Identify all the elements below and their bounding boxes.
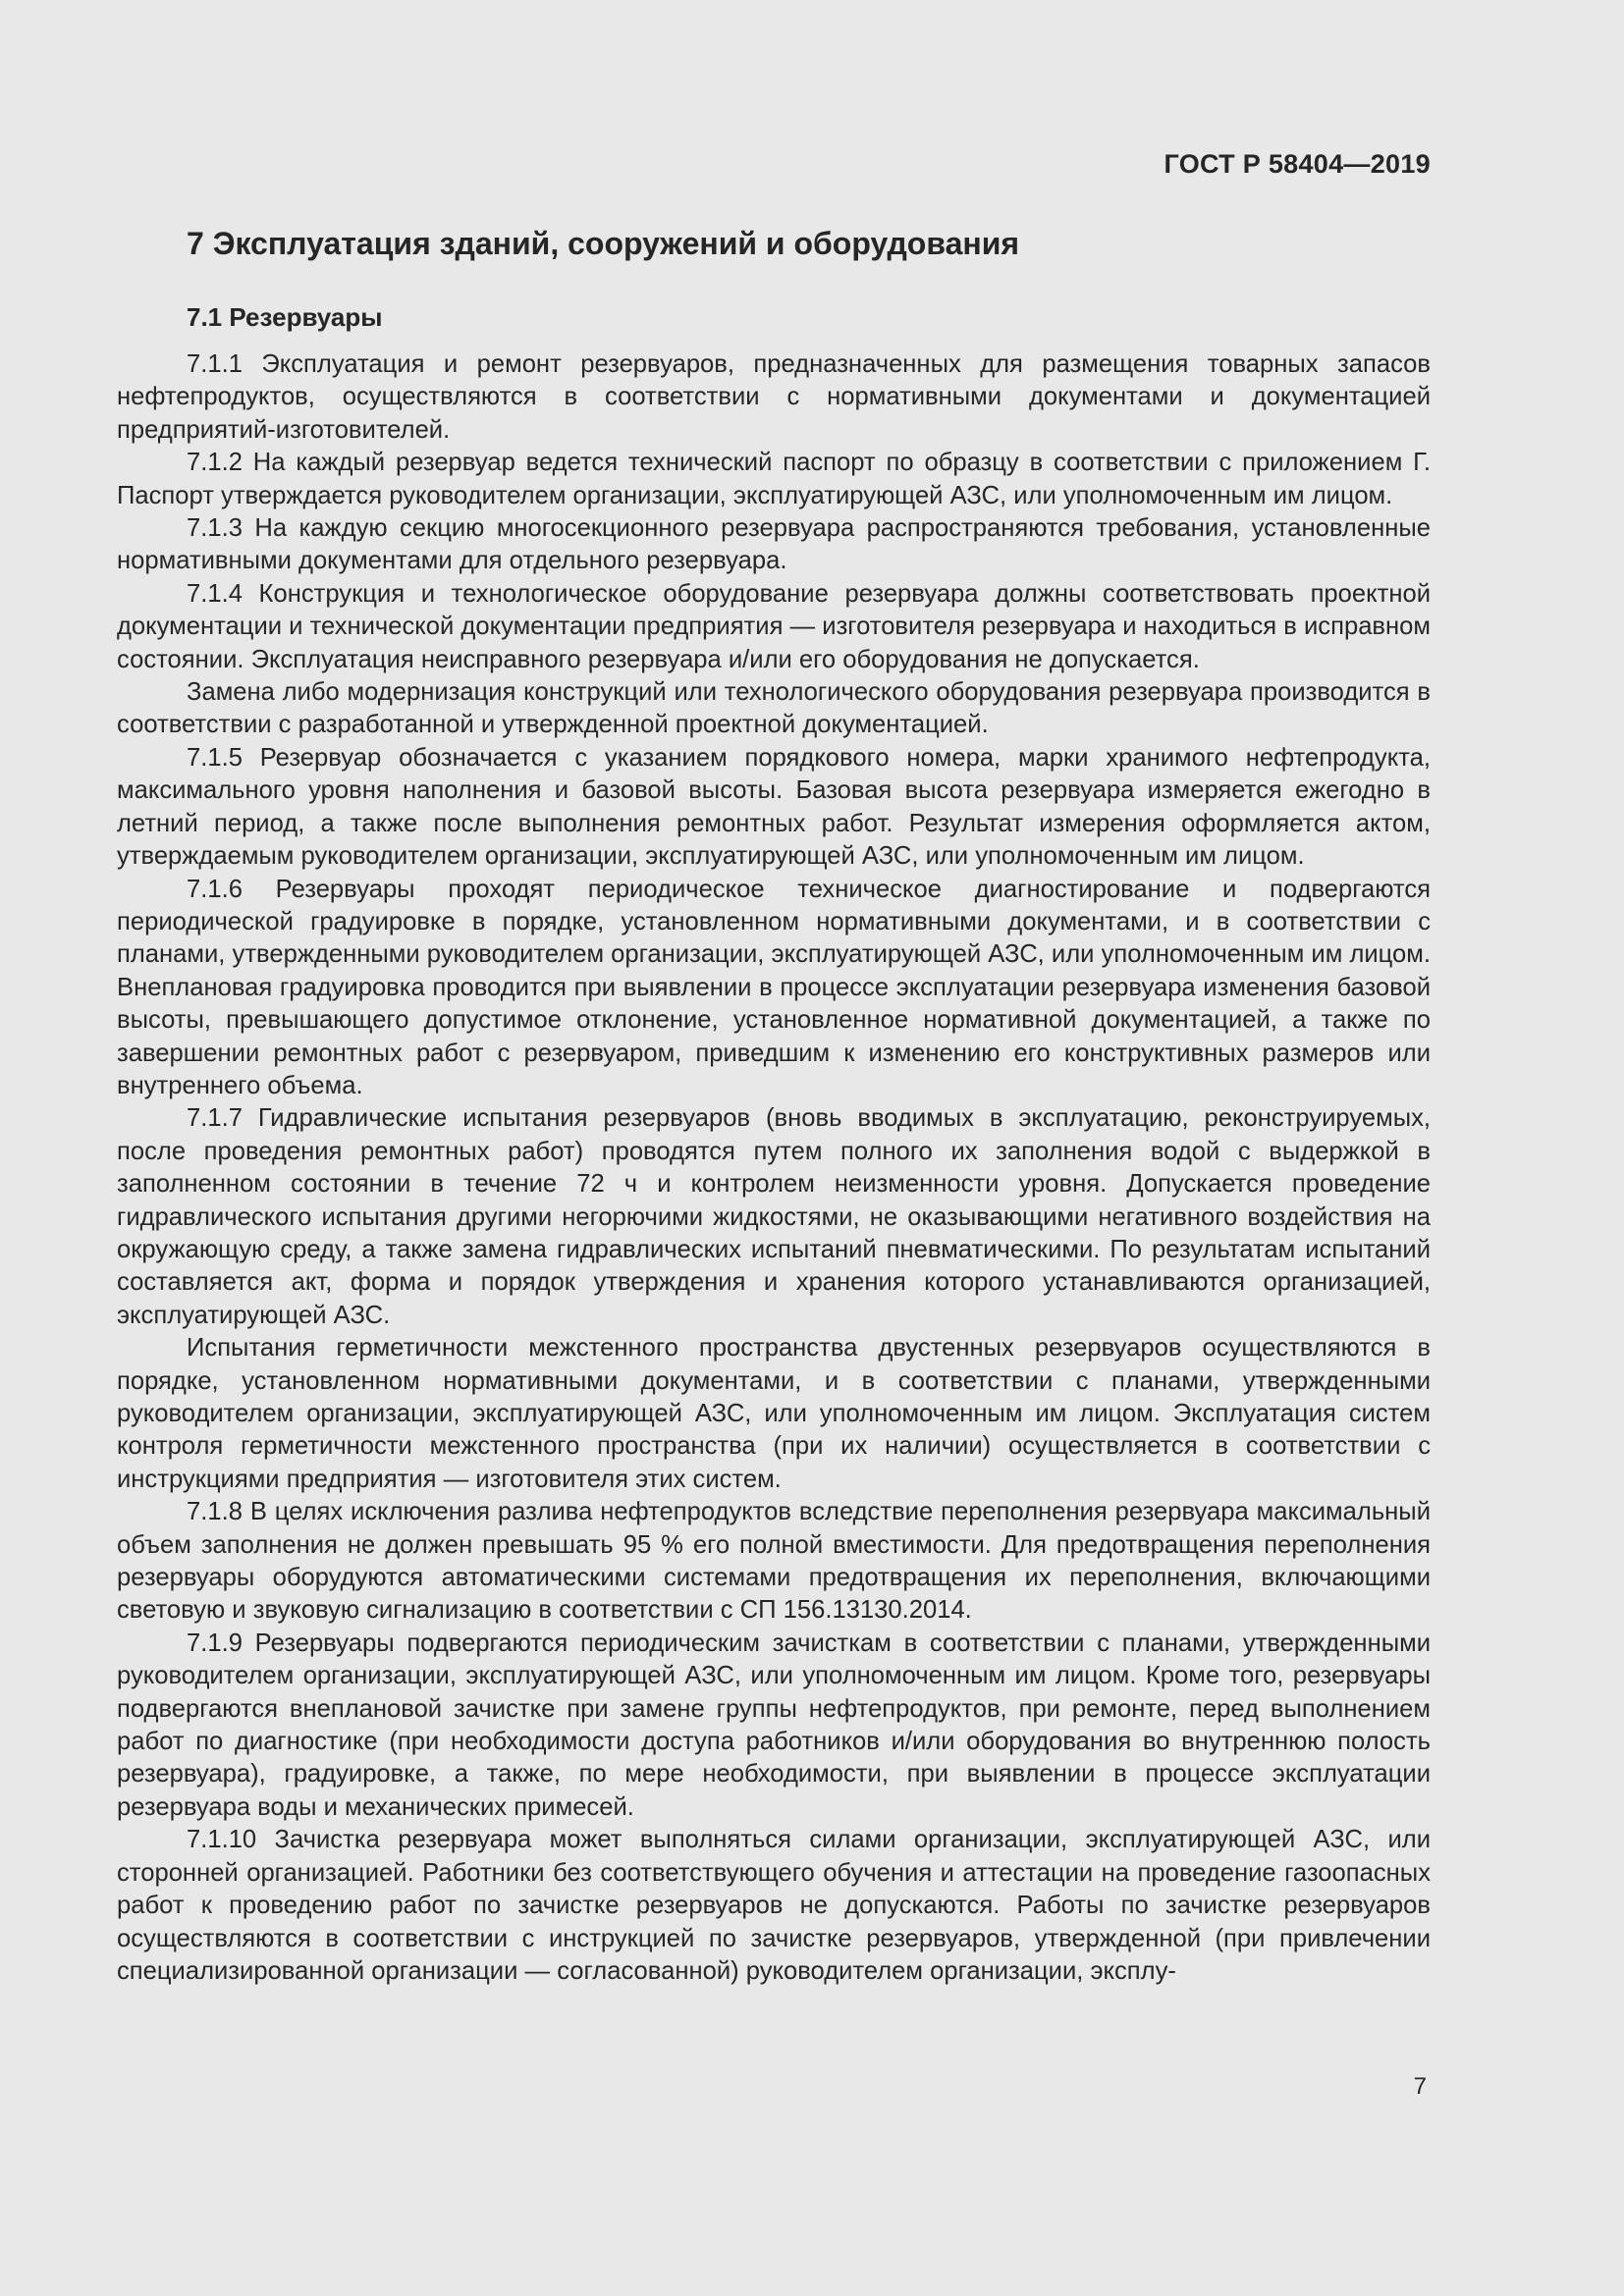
paragraph-7-1-1: 7.1.1 Эксплуатация и ремонт резервуаров, предназначенных для размещения товарных запасов нефтепродуктов, осуществляются в соответствии с нормативными документами и документацией предприятий-изготовителей. bbox=[117, 350, 1431, 444]
page-number: 7 bbox=[1413, 2073, 1427, 2100]
paragraph-7-1-9: 7.1.9 Резервуары подвергаются периодическим зачисткам в соответствии с планами, утвержденными руководителем организации, эксплуатирующей АЗС, или уполномоченным им лицом. Кроме того, резервуары подвергаются внеплановой зачистке при замене группы нефтепродуктов, при ремонте, перед выполнением работ по диагностике (при необходимости доступа работников и/или оборудования во внутреннюю полость резервуара), градуировке, а также, по мере необходимости, при выявлении в процессе эксплуатации резервуара воды и механических примесей. bbox=[117, 1629, 1431, 1821]
paragraph-7-1-7: 7.1.7 Гидравлические испытания резервуаров (вновь вводимых в эксплуатацию, реконструируемых, после проведения ремонтных работ) проводятся путем полного их заполнения водой с выдержкой в заполненном состоянии в течение 72 ч и контролем неизменности уровня. Допускается проведение гидравлического испытания другими негорючими жидкостями, не оказывающими негативного воздействия на окружающую среду, а также замена гидравлических испытаний пневматическими. По результатам испытаний составляется акт, форма и порядок утверждения и хранения которого устанавливаются организацией, эксплуатирующей АЗС. bbox=[117, 1104, 1431, 1329]
paragraph-7-1-4: 7.1.4 Конструкция и технологическое оборудование резервуара должны соответствовать проектной документации и технической документации предприятия — изготовителя резервуара и находиться в исправном состоянии. Эксплуатация неисправного резервуара и/или его оборудования не допускается. bbox=[117, 579, 1431, 673]
paragraph-7-1-2: 7.1.2 На каждый резервуар ведется технический паспорт по образцу в соответствии с приложением Г. Паспорт утверждается руководителем организации, эксплуатирующей АЗС, или уполномоченным им лицом. bbox=[117, 449, 1431, 509]
section-title: 7 Эксплуатация зданий, сооружений и оборудования bbox=[187, 226, 1020, 261]
subsection-title: 7.1 Резервуары bbox=[187, 302, 383, 332]
body-text bbox=[117, 348, 1431, 1988]
paragraph-7-1-6: 7.1.6 Резервуары проходят периодическое техническое диагностирование и подвергаются периодической градуировке в порядке, установленном нормативными документами, и в соответствии с планами, утвержденными руководителем организации, эксплуатирующей АЗС, или уполномоченным им лицом. Внеплановая градуировка проводится при выявлении в процессе эксплуатации резервуара изменения базовой высоты, превышающего допустимое отклонение, установленное нормативной документацией, а также по завершении ремонтных работ с резервуаром, приведшим к изменению его конструктивных размеров или внутреннего объема. bbox=[117, 875, 1431, 1099]
paragraph-7-1-7-cont: Испытания герметичности межстенного пространства двустенных резервуаров осуществляются в порядке, установленном нормативными документами, и в соответствии с планами, утвержденными руководителем организации, эксплуатирующей АЗС, или уполномоченным им лицом. Эксплуатация систем контроля герметичности межстенного пространства (при их наличии) осуществляется в соответствии с инструкциями предприятия — изготовителя этих систем. bbox=[117, 1334, 1431, 1493]
paragraph-7-1-3: 7.1.3 На каждую секцию многосекционного резервуара распространяются требования, установленные нормативными документами для отдельного резервуара. bbox=[117, 514, 1431, 575]
paragraph-7-1-10: 7.1.10 Зачистка резервуара может выполняться силами организации, эксплуатирующей АЗС, или сторонней организацией. Работники без соответствующего обучения и аттестации на проведение газоопасных работ к проведению работ по зачистке резервуаров не допускаются. Работы по зачистке резервуаров осуществляются в соответствии с инструкцией по зачистке резервуаров, утвержденной (при привлечении специализированной организации — согласованной) руководителем организации, эксплу- bbox=[117, 1826, 1431, 1985]
paragraph-7-1-5: 7.1.5 Резервуар обозначается с указанием порядкового номера, марки хранимого нефтепродукта, максимального уровня наполнения и базовой высоты. Базовая высота резервуара измеряется ежегодно в летний период, а также после выполнения ремонтных работ. Результат измерения оформляется актом, утверждаемым руководителем организации, эксплуатирующей АЗС, или уполномоченным им лицом. bbox=[117, 743, 1431, 871]
paragraph-7-1-8: 7.1.8 В целях исключения разлива нефтепродуктов вследствие переполнения резервуара максимальный объем заполнения не должен превышать 95 % его полной вместимости. Для предотвращения переполнения резервуары оборудуются автоматическими системами предотвращения их переполнения, включающими световую и звуковую сигнализацию в соответствии с СП 156.13130.2014. bbox=[117, 1498, 1431, 1625]
paragraph-7-1-4-cont: Замена либо модернизация конструкций или технологического оборудования резервуара производится в соответствии с разработанной и утвержденной проектной документацией. bbox=[117, 678, 1431, 739]
document-code: ГОСТ Р 58404—2019 bbox=[1164, 149, 1431, 179]
